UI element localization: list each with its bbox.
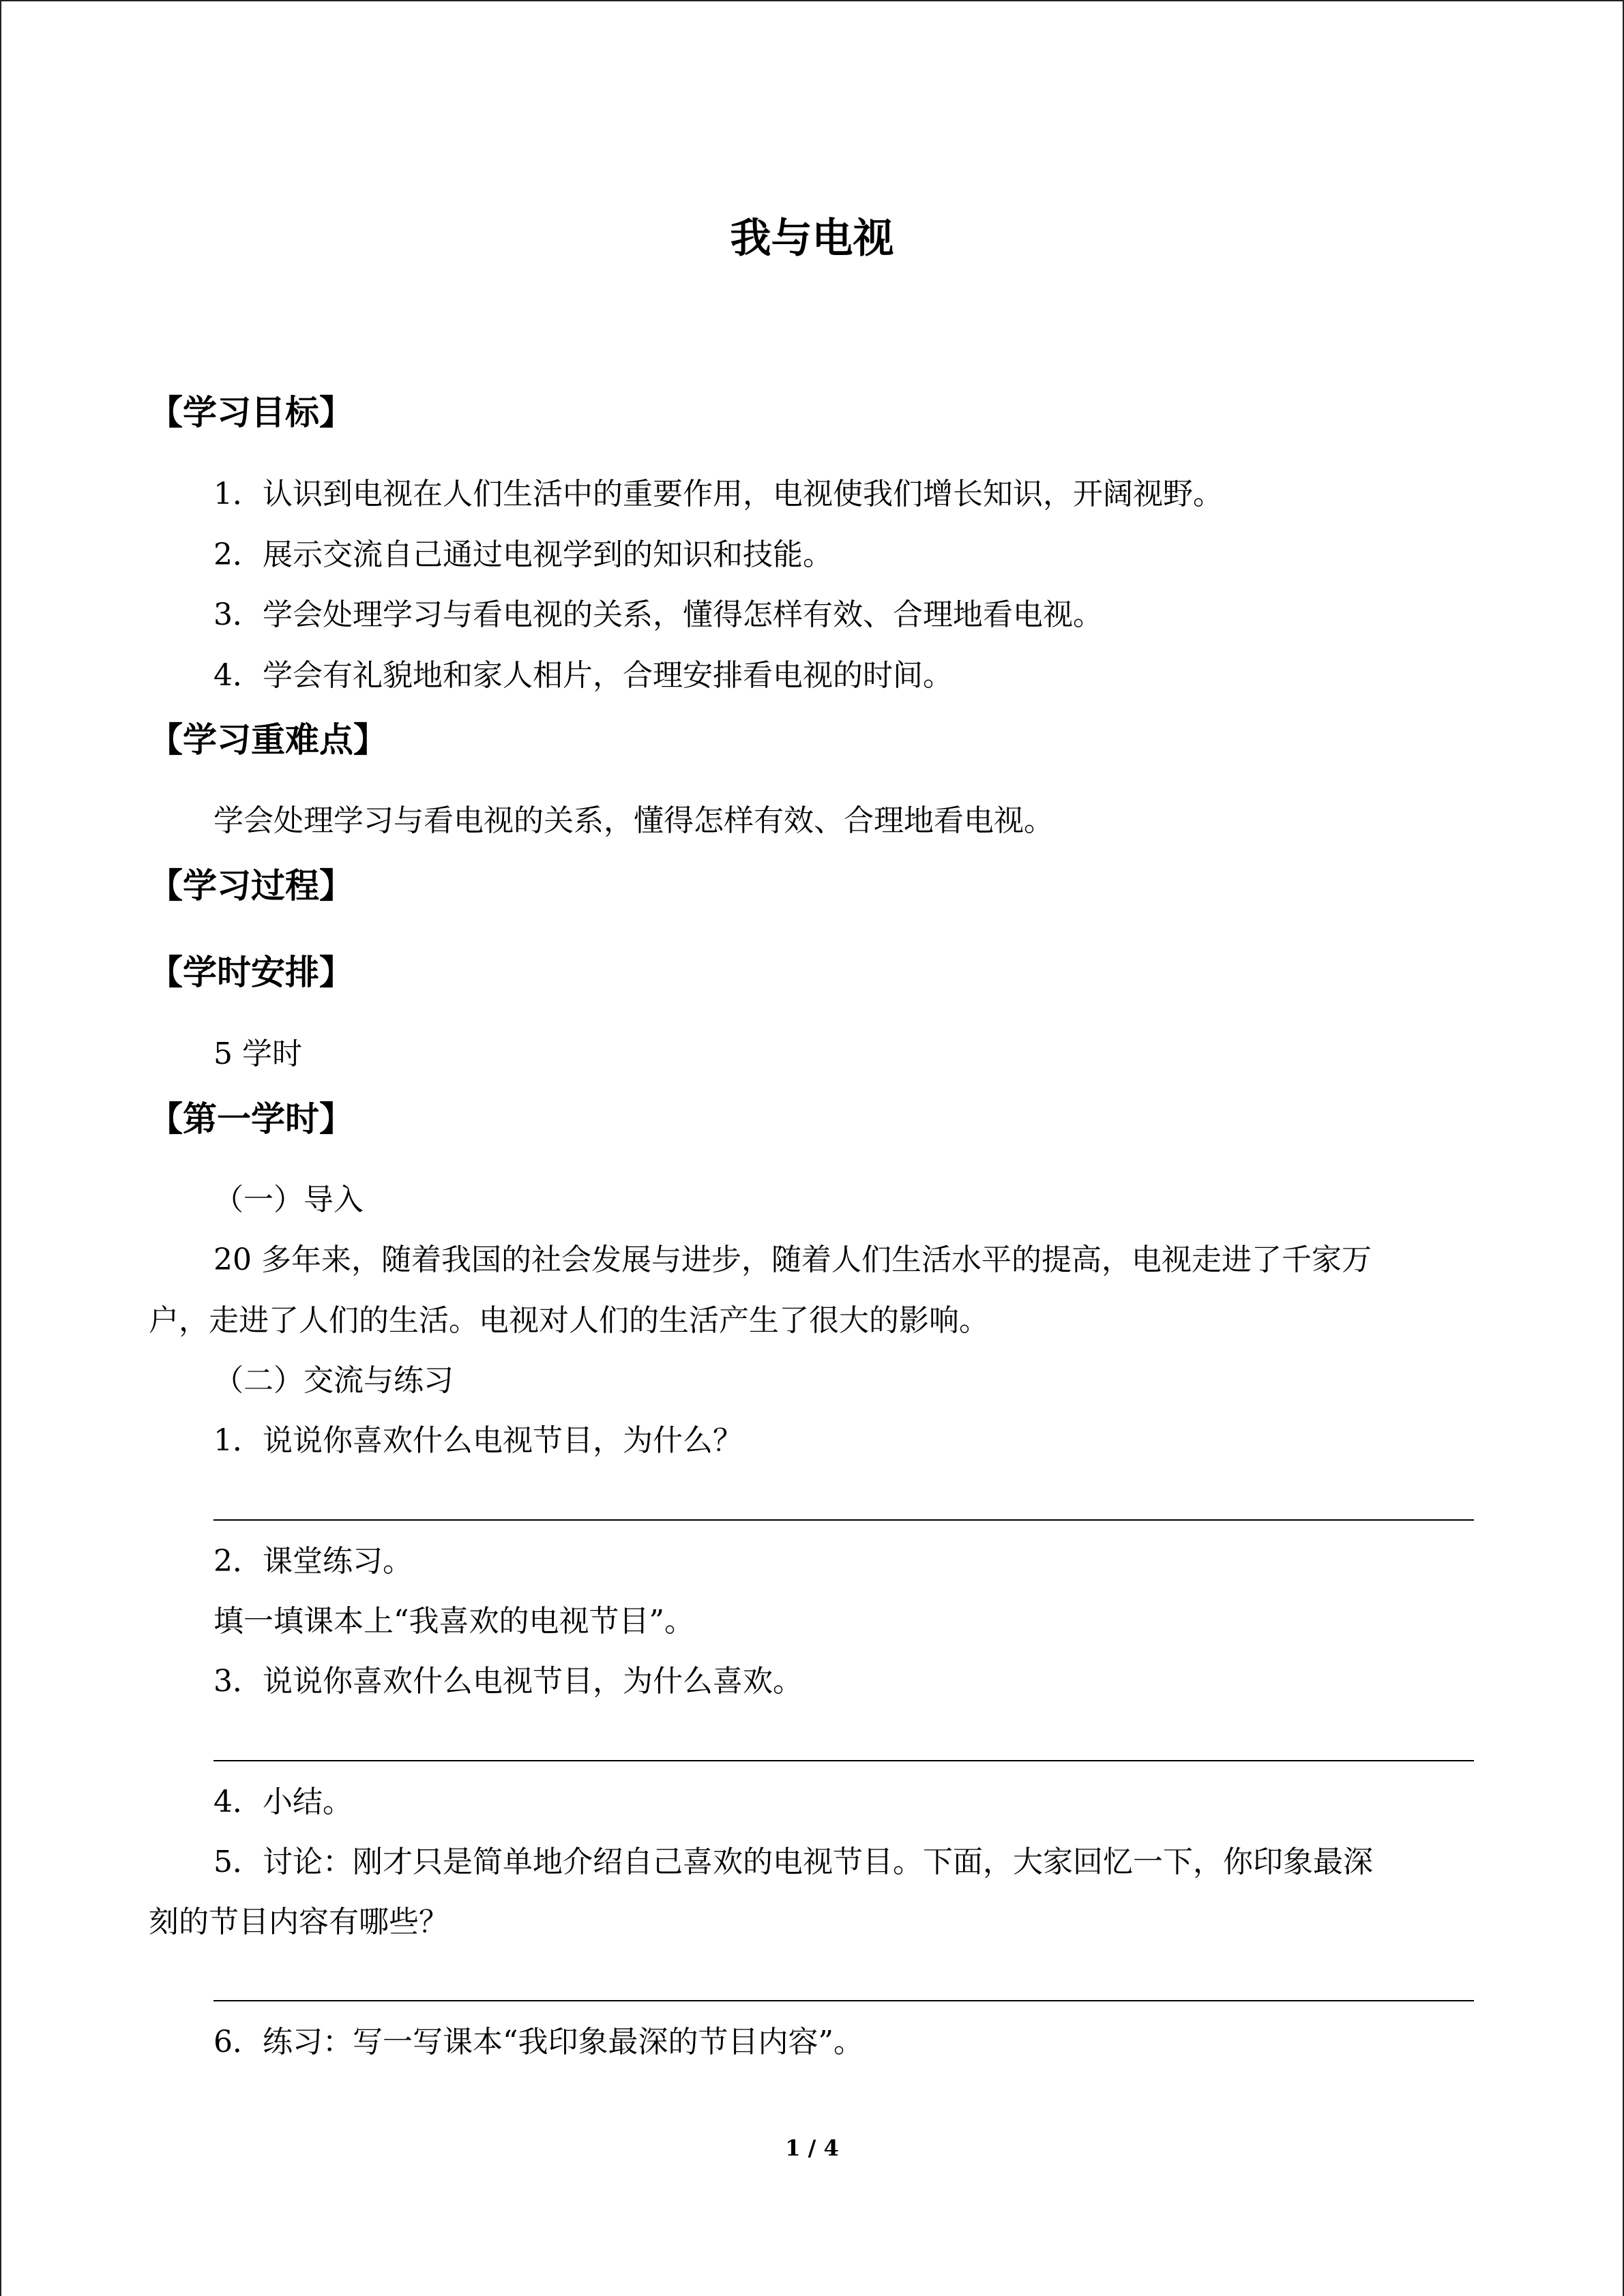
question-2: 2．课堂练习。 (213, 1544, 413, 1579)
schedule-text: 5 学时 (213, 1037, 302, 1071)
objective-item-1: 1．认识到电视在人们生活中的重要作用，电视使我们增长知识，开阔视野。 (213, 477, 1223, 511)
objective-item-4: 4．学会有礼貌地和家人相片，合理安排看电视的时间。 (213, 658, 953, 693)
key-points-heading: 【学习重难点】 (149, 720, 387, 760)
question-4: 4．小结。 (213, 1785, 353, 1819)
exchange-heading: （二）交流与练习 (213, 1363, 454, 1398)
intro-paragraph-line-2: 户，走进了人们的生活。电视对人们的生活产生了很大的影响。 (149, 1303, 989, 1338)
question-1: 1．说说你喜欢什么电视节目，为什么？ (213, 1423, 743, 1458)
question-6: 6．练习：写一写课本“我印象最深的节目内容”。 (213, 2025, 863, 2059)
answer-line-1 (213, 1519, 1474, 1521)
first-period-heading: 【第一学时】 (149, 1099, 353, 1139)
question-3: 3．说说你喜欢什么电视节目，为什么喜欢。 (213, 1664, 803, 1699)
process-heading: 【学习过程】 (149, 866, 353, 906)
intro-paragraph-line-1: 20 多年来，随着我国的社会发展与进步，随着人们生活水平的提高，电视走进了千家万 (213, 1242, 1372, 1277)
question-5-line-1: 5．讨论：刚才只是简单地介绍自己喜欢的电视节目。下面，大家回忆一下，你印象最深 (213, 1845, 1373, 1879)
question-2-detail: 填一填课本上“我喜欢的电视节目”。 (213, 1604, 694, 1639)
intro-heading: （一）导入 (213, 1182, 364, 1217)
key-points-text: 学会处理学习与看电视的关系，懂得怎样有效、合理地看电视。 (213, 803, 1054, 838)
objectives-heading: 【学习目标】 (149, 393, 353, 432)
schedule-heading: 【学时安排】 (149, 953, 353, 992)
objective-item-2: 2．展示交流自己通过电视学到的知识和技能。 (213, 537, 833, 572)
page-number: 1 / 4 (785, 2135, 839, 2161)
objective-item-3: 3．学会处理学习与看电视的关系，懂得怎样有效、合理地看电视。 (213, 597, 1103, 632)
answer-line-3 (213, 2000, 1474, 2001)
document-title: 我与电视 (730, 215, 894, 263)
question-5-line-2: 刻的节目内容有哪些？ (149, 1905, 449, 1939)
answer-line-2 (213, 1760, 1474, 1761)
